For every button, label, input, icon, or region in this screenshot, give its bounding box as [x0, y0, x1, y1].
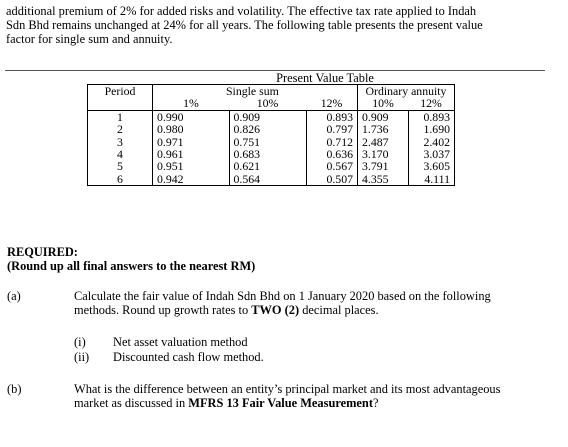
- rate-header: 10%: [256, 96, 279, 111]
- table-row: 1 0.990 0.909 0.893 0.909 0.893: [88, 110, 455, 123]
- required-heading: REQUIRED:: [7, 245, 78, 259]
- question-b-label: (b): [7, 382, 22, 396]
- question-line: Calculate the fair value of Indah Sdn Bhd on 1 January 2020 based on the following: [74, 289, 491, 303]
- table-row: 2 0.980 0.826 0.797 1.736 1.690: [88, 123, 455, 135]
- sub-question-text: Discounted cash flow method.: [113, 350, 264, 364]
- single-sum-header: Single sum: [153, 85, 358, 98]
- rate-header: 12%: [306, 97, 358, 110]
- rate-header: 10%: [358, 97, 409, 110]
- question-line: methods. Round up growth rates to TWO (2) decimal places.: [74, 303, 379, 317]
- intro-line: Sdn Bhd remains unchanged at 24% for all years. The following table presents the present value: [6, 18, 483, 32]
- question-line: market as discussed in MFRS 13 Fair Value Measurement?: [74, 396, 379, 410]
- rate-header: 1%: [153, 97, 230, 110]
- intro-paragraph: [6, 4, 540, 46]
- rate-header: 12%: [408, 97, 455, 110]
- question-a-label: (a): [7, 289, 21, 303]
- present-value-table: [87, 84, 455, 186]
- intro-line: additional premium of 2% for added risks and volatility. The effective tax rate applied to Indah: [6, 4, 477, 18]
- question-line: What is the difference between an entity’s principal market and its most advantageous: [74, 382, 501, 396]
- sub-question-text: Net asset valuation method: [113, 335, 248, 349]
- rounding-note: (Round up all final answers to the nearest RM): [7, 259, 256, 273]
- intro-line: factor for single sum and annuity.: [6, 32, 173, 46]
- question-b-text: [74, 382, 544, 410]
- annuity-header: Ordinary annuity: [358, 85, 455, 98]
- table-row: 4 0.961 0.683 0.636 3.170 3.037: [88, 148, 455, 160]
- table-row: 5 0.951 0.621 0.567 3.791 3.605: [88, 160, 455, 172]
- table-title: Present Value Table: [276, 71, 374, 85]
- sub-question-label: (i): [74, 335, 86, 349]
- table-row: 3 0.971 0.751 0.712 2.487 2.402: [88, 136, 455, 148]
- period-header: Period: [88, 85, 153, 98]
- table-row: 6 0.942 0.564 0.507 4.355 4.111: [88, 173, 455, 186]
- question-a-text: [74, 289, 544, 317]
- sub-question-label: (ii): [74, 350, 90, 364]
